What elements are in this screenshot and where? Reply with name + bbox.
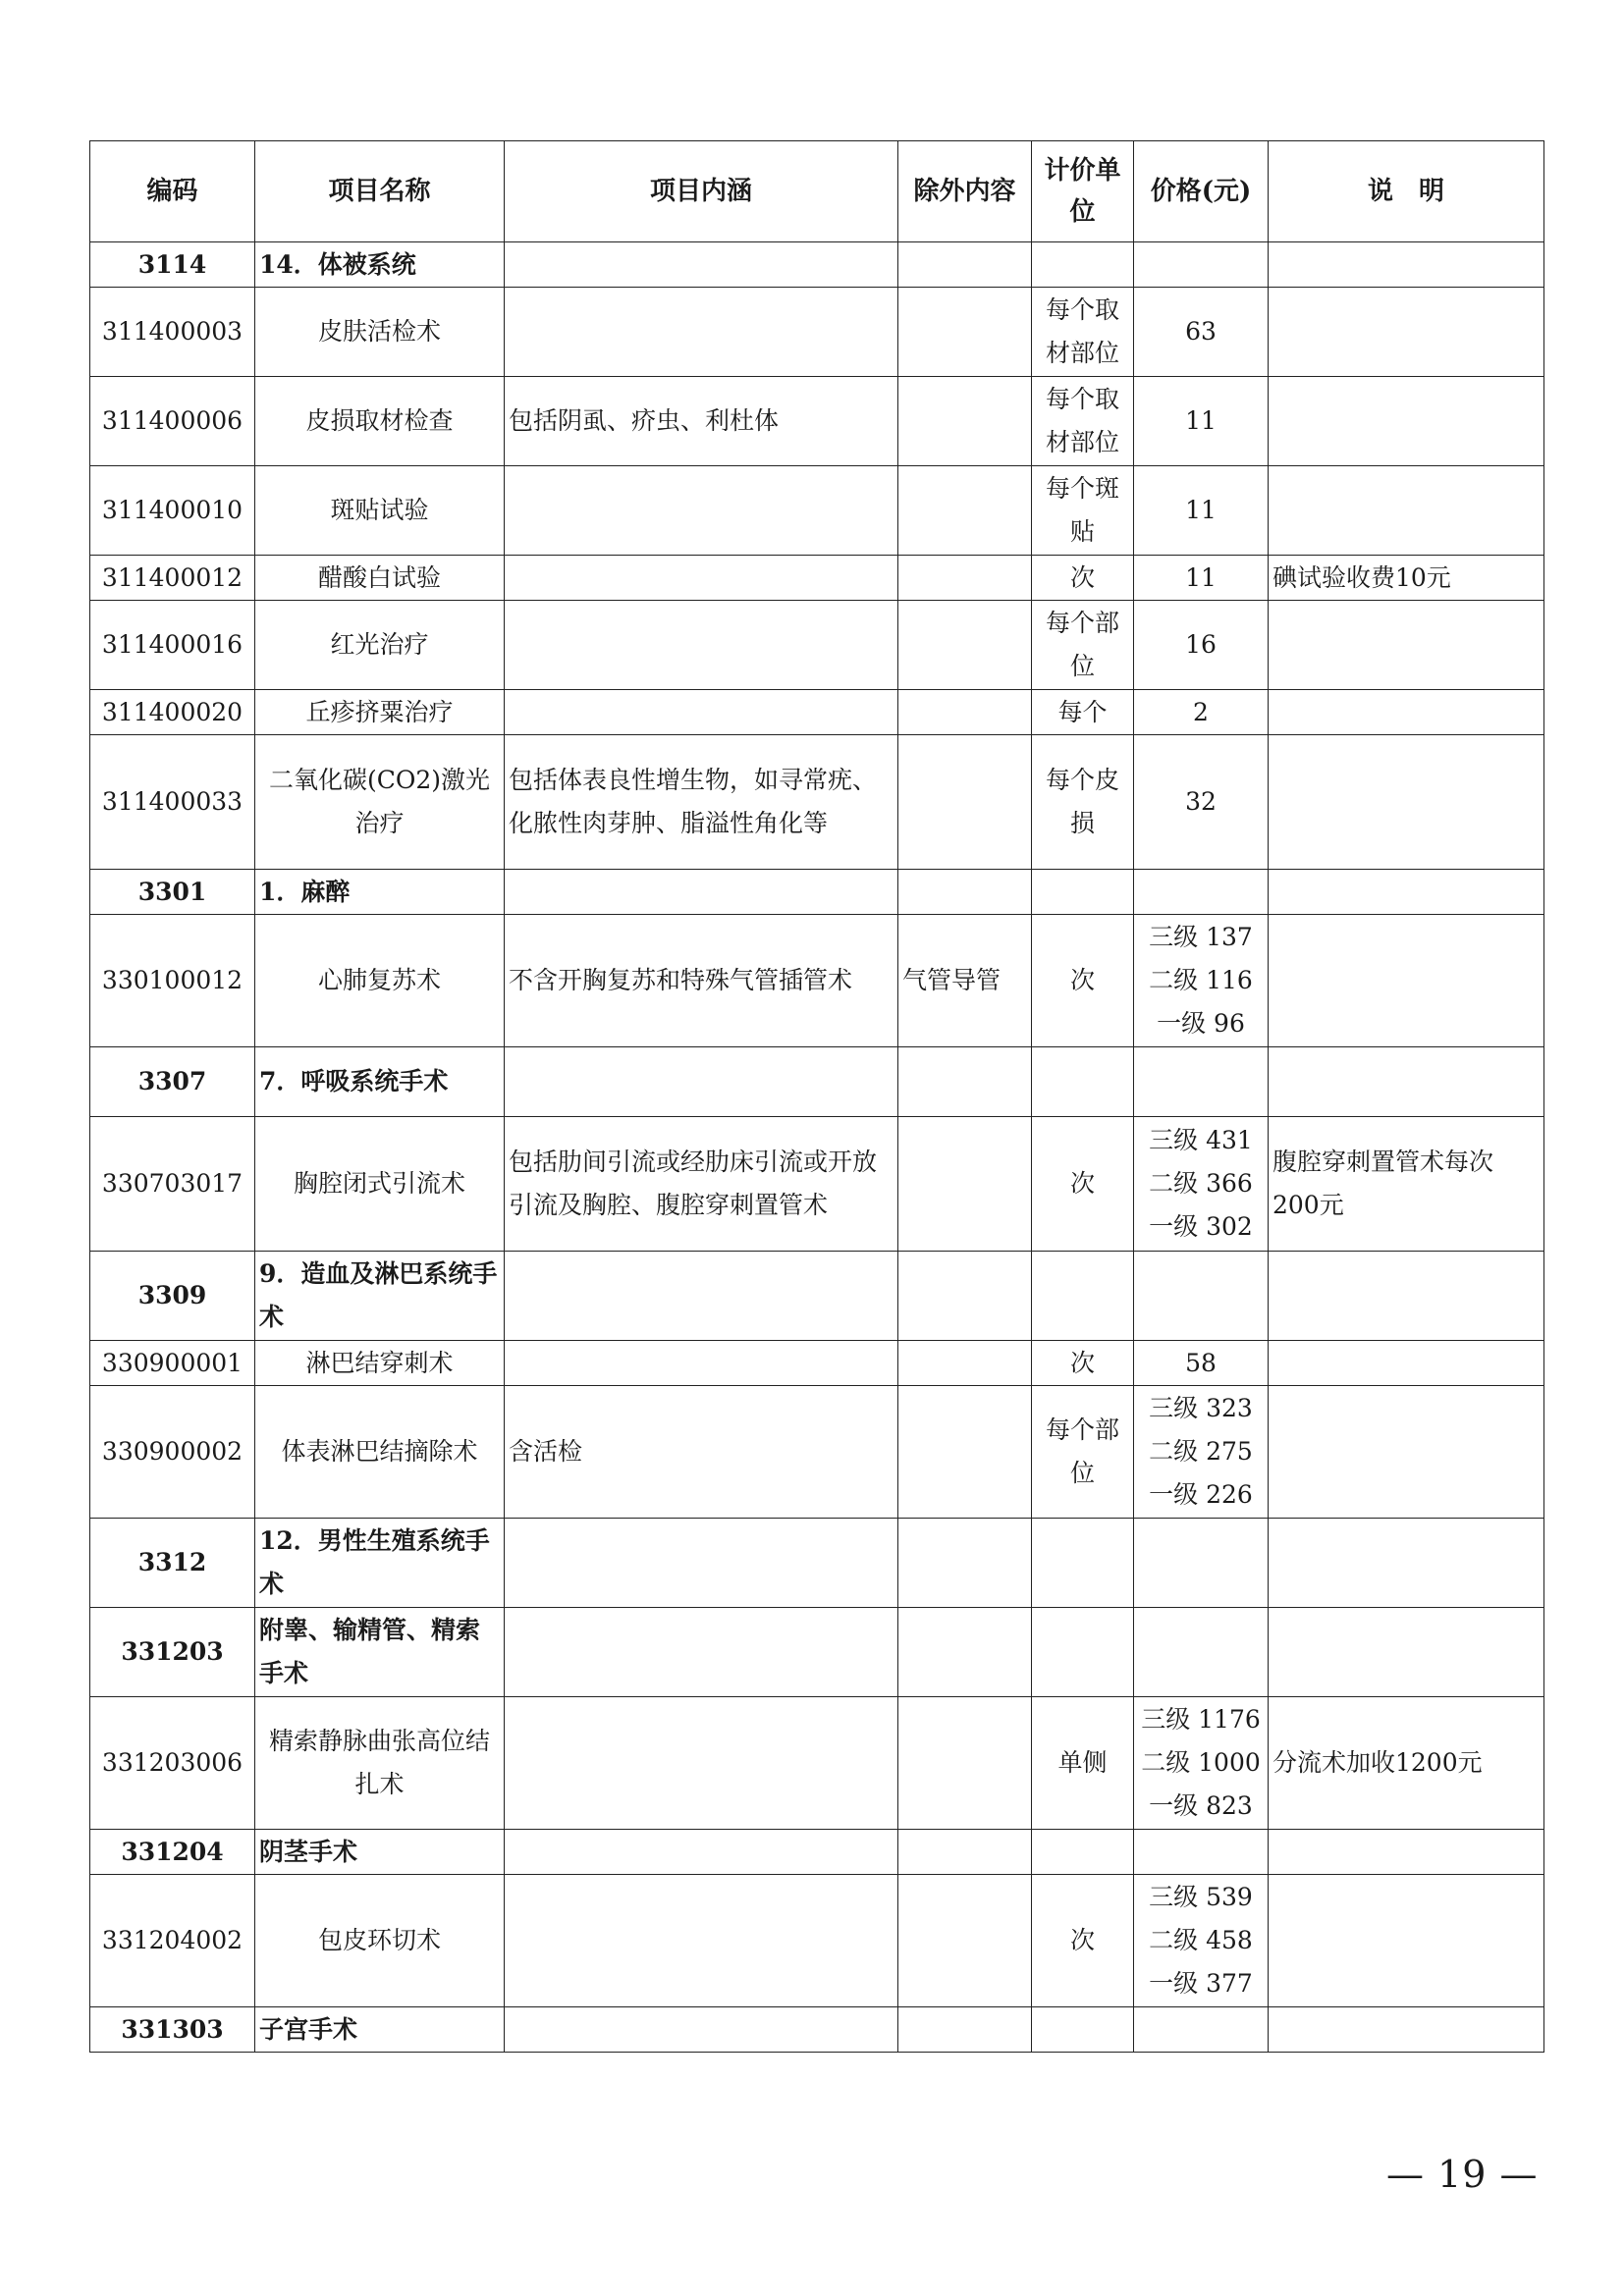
table-row: [90, 690, 1544, 735]
code-cell: 331204002: [90, 1875, 255, 2007]
price-cell: [1134, 1047, 1269, 1117]
price-tier: 二级 275: [1149, 1437, 1253, 1466]
code-cell: 331204: [90, 1830, 255, 1875]
unit-cell: [1032, 870, 1134, 915]
code-cell: 330703017: [90, 1117, 255, 1252]
note-cell: [1269, 690, 1544, 735]
content-cell: [505, 1697, 898, 1830]
exclusions-cell: [898, 466, 1032, 556]
note-cell: [1269, 915, 1544, 1047]
content-cell: [505, 2007, 898, 2053]
code-cell: 330900001: [90, 1341, 255, 1386]
exclusions-cell: [898, 1117, 1032, 1252]
page-number: — 19 —: [1386, 2153, 1539, 2196]
content-cell: [505, 1047, 898, 1117]
table-row: [90, 1386, 1544, 1519]
price-cell: [1134, 242, 1269, 288]
content-cell: [505, 870, 898, 915]
note-cell: [1269, 601, 1544, 690]
table-row: [90, 601, 1544, 690]
section-row: [90, 2007, 1544, 2053]
price-cell: 11: [1134, 556, 1269, 601]
table-row: [90, 377, 1544, 466]
price-cell: [1134, 1875, 1269, 2007]
table-row: [90, 1697, 1544, 1830]
name-cell: 二氧化碳(CO2)激光治疗: [255, 735, 505, 870]
content-cell: [505, 1252, 898, 1341]
note-cell: 碘试验收费10元: [1269, 556, 1544, 601]
content-cell: [505, 466, 898, 556]
price-tier: 一级 823: [1149, 1791, 1253, 1820]
price-tier: 三级 323: [1149, 1394, 1253, 1422]
exclusions-cell: [898, 1697, 1032, 1830]
table-row: [90, 735, 1544, 870]
unit-cell: [1032, 1830, 1134, 1875]
note-cell: [1269, 1830, 1544, 1875]
table-row: [90, 556, 1544, 601]
price-cell: [1134, 1519, 1269, 1608]
table-row: [90, 915, 1544, 1047]
price-tier: 一级 302: [1149, 1212, 1253, 1241]
code-cell: 3309: [90, 1252, 255, 1341]
note-cell: [1269, 1386, 1544, 1519]
exclusions-cell: [898, 288, 1032, 377]
note-cell: [1269, 870, 1544, 915]
code-cell: 330100012: [90, 915, 255, 1047]
unit-cell: 每个斑贴: [1032, 466, 1134, 556]
unit-cell: 每个取材部位: [1032, 288, 1134, 377]
content-cell: 不含开胸复苏和特殊气管插管术: [505, 915, 898, 1047]
content-cell: [505, 1341, 898, 1386]
table-row: [90, 288, 1544, 377]
section-row: [90, 1252, 1544, 1341]
section-row: [90, 1608, 1544, 1697]
name-cell: 胸腔闭式引流术: [255, 1117, 505, 1252]
price-cell: [1134, 1608, 1269, 1697]
exclusions-cell: [898, 1386, 1032, 1519]
name-cell: 皮肤活检术: [255, 288, 505, 377]
name-cell: 心肺复苏术: [255, 915, 505, 1047]
section-row: [90, 1047, 1544, 1117]
unit-cell: 次: [1032, 556, 1134, 601]
exclusions-cell: [898, 556, 1032, 601]
header-price: 价格(元): [1134, 141, 1269, 242]
name-cell: 包皮环切术: [255, 1875, 505, 2007]
content-cell: [505, 690, 898, 735]
section-row: [90, 1830, 1544, 1875]
exclusions-cell: [898, 601, 1032, 690]
exclusions-cell: [898, 242, 1032, 288]
price-cell: 16: [1134, 601, 1269, 690]
price-cell: [1134, 1830, 1269, 1875]
price-table: [89, 140, 1544, 2053]
unit-cell: 次: [1032, 1875, 1134, 2007]
name-cell: 子宫手术: [255, 2007, 505, 2053]
content-cell: [505, 1519, 898, 1608]
price-tier: 三级 137: [1149, 923, 1253, 951]
code-cell: 331203006: [90, 1697, 255, 1830]
price-cell: [1134, 870, 1269, 915]
unit-cell: [1032, 242, 1134, 288]
price-cell: [1134, 915, 1269, 1047]
exclusions-cell: [898, 1047, 1032, 1117]
unit-cell: 每个部位: [1032, 601, 1134, 690]
note-cell: [1269, 1519, 1544, 1608]
name-cell: 1．麻醉: [255, 870, 505, 915]
code-cell: 311400006: [90, 377, 255, 466]
name-cell: 醋酸白试验: [255, 556, 505, 601]
name-cell: 9．造血及淋巴系统手术: [255, 1252, 505, 1341]
price-cell: 11: [1134, 377, 1269, 466]
price-cell: [1134, 1252, 1269, 1341]
exclusions-cell: [898, 1830, 1032, 1875]
note-cell: [1269, 242, 1544, 288]
name-cell: 红光治疗: [255, 601, 505, 690]
price-tier: 三级 431: [1149, 1126, 1253, 1154]
price-cell: 63: [1134, 288, 1269, 377]
table-row: [90, 466, 1544, 556]
note-cell: [1269, 466, 1544, 556]
header-name: 项目名称: [255, 141, 505, 242]
price-cell: [1134, 2007, 1269, 2053]
unit-cell: 每个皮损: [1032, 735, 1134, 870]
exclusions-cell: 气管导管: [898, 915, 1032, 1047]
note-cell: 腹腔穿刺置管术每次200元: [1269, 1117, 1544, 1252]
content-cell: [505, 1608, 898, 1697]
unit-cell: 单侧: [1032, 1697, 1134, 1830]
price-cell: [1134, 1697, 1269, 1830]
name-cell: 12．男性生殖系统手术: [255, 1519, 505, 1608]
code-cell: 3307: [90, 1047, 255, 1117]
note-cell: [1269, 1875, 1544, 2007]
section-row: [90, 1519, 1544, 1608]
code-cell: 311400033: [90, 735, 255, 870]
unit-cell: [1032, 1047, 1134, 1117]
name-cell: 阴茎手术: [255, 1830, 505, 1875]
header-code: 编码: [90, 141, 255, 242]
header-content: 项目内涵: [505, 141, 898, 242]
table-row: [90, 1875, 1544, 2007]
code-cell: 331203: [90, 1608, 255, 1697]
unit-cell: 次: [1032, 1117, 1134, 1252]
code-cell: 331303: [90, 2007, 255, 2053]
header-exclusions: 除外内容: [898, 141, 1032, 242]
section-row: [90, 242, 1544, 288]
exclusions-cell: [898, 870, 1032, 915]
content-cell: [505, 1875, 898, 2007]
exclusions-cell: [898, 690, 1032, 735]
price-cell: [1134, 1117, 1269, 1252]
exclusions-cell: [898, 2007, 1032, 2053]
name-cell: 7．呼吸系统手术: [255, 1047, 505, 1117]
unit-cell: [1032, 1608, 1134, 1697]
code-cell: 3312: [90, 1519, 255, 1608]
note-cell: [1269, 1047, 1544, 1117]
note-cell: [1269, 377, 1544, 466]
code-cell: 311400010: [90, 466, 255, 556]
exclusions-cell: [898, 377, 1032, 466]
note-cell: [1269, 1341, 1544, 1386]
note-cell: [1269, 1608, 1544, 1697]
content-cell: [505, 1830, 898, 1875]
name-cell: 丘疹挤粟治疗: [255, 690, 505, 735]
name-cell: 斑贴试验: [255, 466, 505, 556]
header-note: 说 明: [1269, 141, 1544, 242]
code-cell: 311400016: [90, 601, 255, 690]
section-row: [90, 870, 1544, 915]
exclusions-cell: [898, 1875, 1032, 2007]
unit-cell: [1032, 2007, 1134, 2053]
note-cell: [1269, 2007, 1544, 2053]
unit-cell: [1032, 1519, 1134, 1608]
price-tier: 三级 539: [1149, 1883, 1253, 1911]
exclusions-cell: [898, 1608, 1032, 1697]
code-cell: 3301: [90, 870, 255, 915]
content-cell: 包括阴虱、疥虫、利杜体: [505, 377, 898, 466]
price-tier: 一级 377: [1149, 1969, 1253, 1998]
price-tier: 一级 226: [1149, 1480, 1253, 1509]
price-tier: 二级 366: [1149, 1169, 1253, 1198]
note-cell: [1269, 288, 1544, 377]
note-cell: [1269, 735, 1544, 870]
content-cell: [505, 242, 898, 288]
price-tier: 一级 96: [1157, 1009, 1245, 1038]
unit-cell: 次: [1032, 1341, 1134, 1386]
table-row: [90, 1117, 1544, 1252]
exclusions-cell: [898, 1519, 1032, 1608]
content-cell: [505, 288, 898, 377]
unit-cell: 每个: [1032, 690, 1134, 735]
price-tier: 二级 458: [1149, 1926, 1253, 1954]
price-tier: 二级 116: [1149, 966, 1253, 994]
name-cell: 精索静脉曲张高位结扎术: [255, 1697, 505, 1830]
exclusions-cell: [898, 735, 1032, 870]
table-row: [90, 1341, 1544, 1386]
code-cell: 311400020: [90, 690, 255, 735]
name-cell: 14．体被系统: [255, 242, 505, 288]
unit-cell: 每个部位: [1032, 1386, 1134, 1519]
unit-cell: 次: [1032, 915, 1134, 1047]
price-tier: 二级 1000: [1141, 1748, 1261, 1777]
name-cell: 体表淋巴结摘除术: [255, 1386, 505, 1519]
note-cell: [1269, 1252, 1544, 1341]
unit-cell: 每个取材部位: [1032, 377, 1134, 466]
code-cell: 311400012: [90, 556, 255, 601]
name-cell: 皮损取材检查: [255, 377, 505, 466]
exclusions-cell: [898, 1341, 1032, 1386]
code-cell: 330900002: [90, 1386, 255, 1519]
price-tier: 三级 1176: [1141, 1705, 1261, 1734]
content-cell: 包括肋间引流或经肋床引流或开放引流及胸腔、腹腔穿刺置管术: [505, 1117, 898, 1252]
price-cell: 32: [1134, 735, 1269, 870]
unit-cell: [1032, 1252, 1134, 1341]
code-cell: 3114: [90, 242, 255, 288]
code-cell: 311400003: [90, 288, 255, 377]
price-cell: 11: [1134, 466, 1269, 556]
header-unit: 计价单位: [1032, 141, 1134, 242]
note-cell: 分流术加收1200元: [1269, 1697, 1544, 1830]
content-cell: 包括体表良性增生物，如寻常疣、化脓性肉芽肿、脂溢性角化等: [505, 735, 898, 870]
table-header-row: [90, 141, 1544, 242]
name-cell: 附睾、输精管、精索手术: [255, 1608, 505, 1697]
price-cell: [1134, 1386, 1269, 1519]
price-cell: 2: [1134, 690, 1269, 735]
content-cell: [505, 601, 898, 690]
name-cell: 淋巴结穿刺术: [255, 1341, 505, 1386]
content-cell: [505, 556, 898, 601]
price-cell: 58: [1134, 1341, 1269, 1386]
exclusions-cell: [898, 1252, 1032, 1341]
content-cell: 含活检: [505, 1386, 898, 1519]
